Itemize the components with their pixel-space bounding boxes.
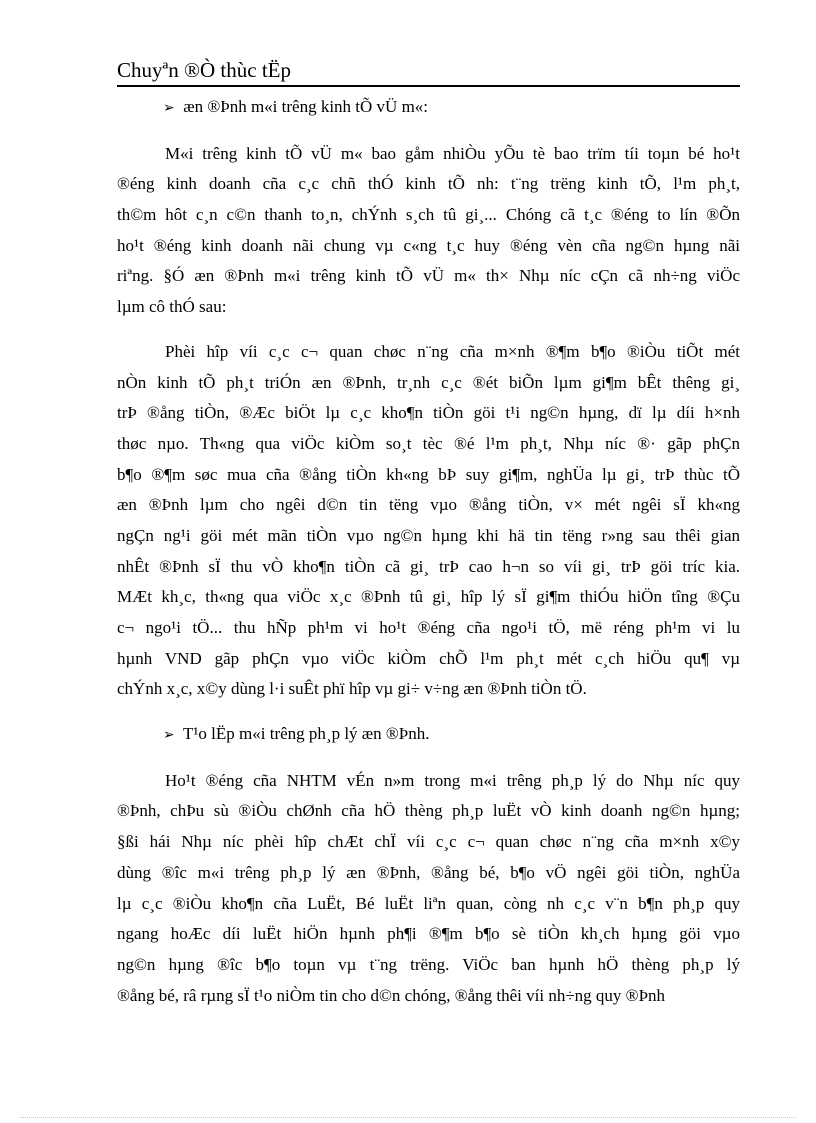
- paragraph-line: lµm cô thÓ sau:: [117, 297, 227, 317]
- paragraph-line: ng©n hµng ®îc b¶o toµn vµ t¨ng trëng. ViÖc ban hµnh hÖ thèng ph¸p lý: [117, 954, 740, 974]
- paragraph-line: æn ®Þnh lµm cho ngêi d©n tin tëng vµo ®ång tiÒn, v× mét ngêi sÏ kh«ng: [117, 495, 740, 515]
- paragraph-line: ®Þnh, chÞu sù ®iÒu chØnh cña hÖ thèng ph¸p luËt vÒ kinh doanh ng©n hµng;: [117, 801, 740, 821]
- section-heading: [117, 719, 740, 752]
- document-body: [117, 92, 740, 1025]
- section-heading-text: æn ®Þnh m«i trêng kinh tÕ vÜ m«:: [183, 97, 429, 116]
- paragraph-line: trÞ ®ång tiÒn, ®Æc biÖt lµ c¸c kho¶n tiÒn göi t¹i ng©n hµng, dï lµ díi h×nh: [117, 403, 740, 423]
- paragraph-line: lµ c¸c ®iÒu kho¶n cña LuËt, Bé luËt liªn quan, còng nh c¸c v¨n b¶n ph¸p quy: [117, 893, 740, 913]
- paragraph-line: §ßi hái Nhµ níc phèi hîp chÆt chÏ víi c¸c c¬ quan chøc n¨ng cña m×nh x©y: [117, 832, 740, 852]
- paragraph-line: th©m hôt c¸n c©n thanh to¸n, chÝnh s¸ch tû gi¸... Chóng cã t¸c ®éng to lín ®Õn: [117, 205, 740, 225]
- paragraph-line: Ho¹t ®éng cña NHTM vÉn n»m trong m«i trêng ph¸p lý do Nhµ níc quy: [165, 770, 740, 790]
- paragraph-line: MÆt kh¸c, th«ng qua viÖc x¸c ®Þnh tû gi¸ hîp lý sÏ gi¶m thiÓu hiÖn tîng ®Çu: [117, 587, 740, 607]
- paragraph-line: ngang hoÆc díi luËt hiÖn hµnh ph¶i ®¶m b¶o sè tiÒn kh¸ch hµng göi vµo: [117, 924, 740, 944]
- paragraph-line: ho¹t ®éng kinh doanh nãi chung vµ c«ng t¸c huy ®éng vèn cña ng©n hµng nãi: [117, 235, 740, 255]
- page-header: [117, 55, 740, 87]
- paragraph-line: dùng ®îc m«i trêng ph¸p lý æn ®Þnh, ®ång bé, b¶o vÖ ngêi göi tiÒn, nghÜa: [117, 862, 740, 882]
- paragraph-line: nÒn kinh tÕ ph¸t triÓn æn ®Þnh, tr¸nh c¸c ®ét biÕn lµm gi¶m bÊt thêng gi¸: [117, 372, 740, 392]
- paragraph-line: nhÊt ®Þnh sÏ thu vÒ kho¶n tiÒn cã gi¸ trÞ cao h¬n so víi gi¸ trÞ göi tríc kia.: [117, 556, 740, 576]
- paragraph-line: Phèi hîp víi c¸c c¬ quan chøc n¨ng cña m×nh ®¶m b¶o ®iÒu tiÕt mét: [165, 341, 740, 361]
- header-title: Chuyªn ®Ò thùc tËp: [117, 58, 291, 82]
- paragraph: [117, 139, 740, 323]
- paragraph: [117, 337, 740, 705]
- paragraph-line: hµnh VND gãp phÇn vµo viÖc kiÒm chÕ l¹m ph¸t mét c¸ch hiÖu qu¶ vµ: [117, 648, 740, 668]
- section-heading: [117, 92, 740, 125]
- paragraph-line: b¶o ®¶m søc mua cña ®ång tiÒn kh«ng bÞ suy gi¶m, nghÜa lµ gi¸ trÞ thùc tÕ: [117, 464, 740, 484]
- paragraph: [117, 766, 740, 1012]
- paragraph-line: riªng. §Ó æn ®Þnh m«i trêng kinh tÕ vÜ m« th× Nhµ níc cÇn cã nh÷ng viÖc: [117, 266, 740, 286]
- paragraph-line: M«i trêng kinh tÕ vÜ m« bao gåm nhiÒu yÕu tè bao trïm tíi toµn bé ho¹t: [165, 143, 740, 163]
- section-heading-text: T¹o lËp m«i trêng ph¸p lý æn ®Þnh.: [182, 724, 430, 744]
- footer-divider: [20, 1117, 796, 1118]
- paragraph-line: chÝnh x¸c, x©y dùng l·i suÊt phï hîp vµ gi÷ v÷ng æn ®Þnh tiÒn tÖ.: [117, 679, 587, 699]
- paragraph-line: ®éng kinh doanh cña c¸c chñ thÓ kinh tÕ nh: t¨ng trëng kinh tÕ, l¹m ph¸t,: [117, 174, 740, 194]
- arrow-bullet-icon: ➢: [163, 728, 175, 744]
- arrow-bullet-icon: ➢: [163, 101, 175, 116]
- paragraph-line: ®ång bé, râ rµng sÏ t¹o niÒm tin cho d©n chóng, ®ång thêi víi nh÷ng quy ®Þnh: [117, 985, 666, 1005]
- paragraph-line: thøc nµo. Th«ng qua viÖc kiÒm so¸t tèc ®é l¹m ph¸t, Nhµ níc ®· gãp phÇn: [117, 433, 740, 453]
- paragraph-line: c¬ ngo¹i tÖ... thu hÑp ph¹m vi ho¹t ®éng cña ngo¹i tÖ, më réng ph¹m vi lu: [117, 618, 740, 638]
- paragraph-line: ngÇn ng¹i göi mét mãn tiÒn vµo ng©n hµng khi hä tin tëng r»ng sau thêi gian: [117, 525, 740, 545]
